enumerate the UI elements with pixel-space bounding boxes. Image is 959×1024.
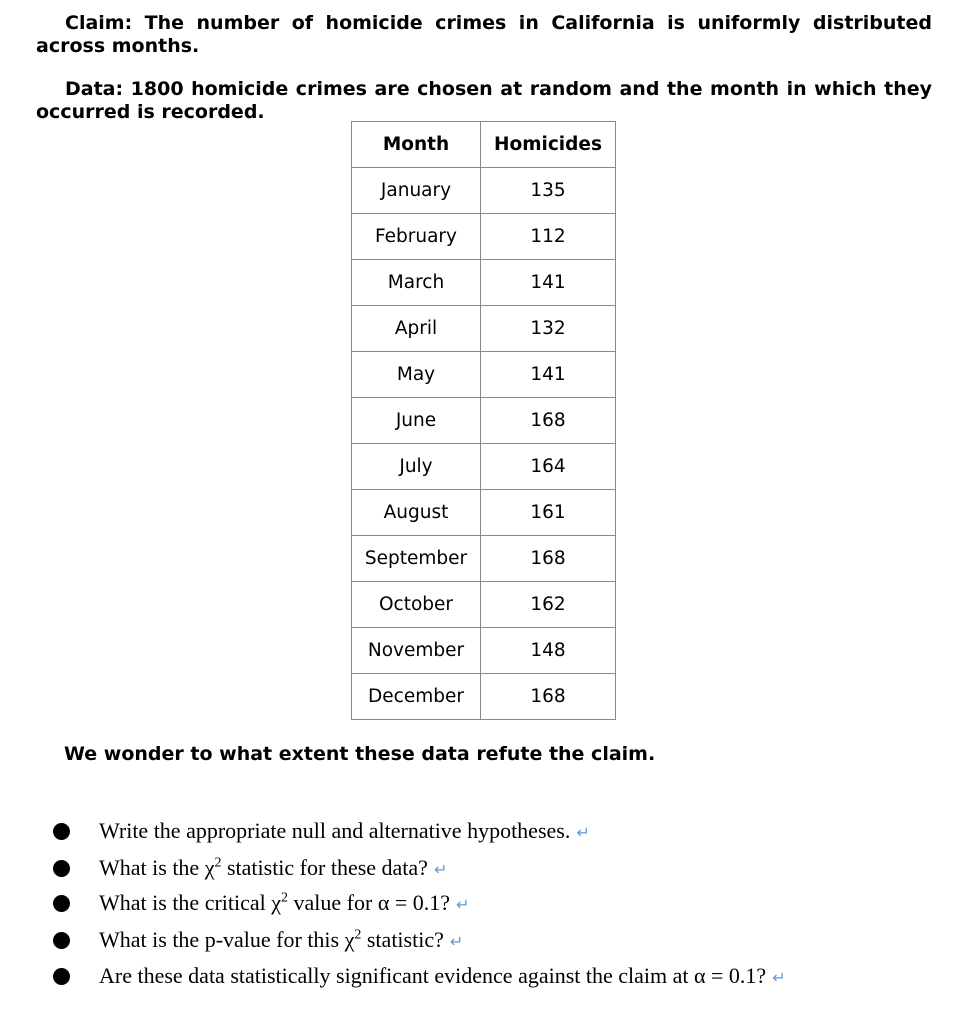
homicides-cell: 141 bbox=[481, 260, 616, 306]
homicides-cell: 161 bbox=[481, 490, 616, 536]
question-text-part: statistic for these data? bbox=[221, 855, 428, 880]
month-cell: September bbox=[352, 536, 481, 582]
month-cell: February bbox=[352, 214, 481, 260]
question-text-part: value for α = 0.1? bbox=[288, 890, 451, 915]
table-row bbox=[352, 674, 616, 720]
table-row bbox=[352, 168, 616, 214]
bullet-icon bbox=[53, 895, 70, 912]
homicides-cell: 135 bbox=[481, 168, 616, 214]
month-cell: November bbox=[352, 628, 481, 674]
month-cell: April bbox=[352, 306, 481, 352]
table-row bbox=[352, 306, 616, 352]
return-arrow-icon: ↵ bbox=[456, 895, 470, 914]
homicides-cell: 168 bbox=[481, 398, 616, 444]
question-text-part: Write the appropriate null and alternative hypotheses. bbox=[99, 818, 571, 843]
table-row bbox=[352, 214, 616, 260]
superscript: 2 bbox=[281, 890, 289, 906]
homicides-cell: 168 bbox=[481, 536, 616, 582]
month-cell: January bbox=[352, 168, 481, 214]
homicides-column-header: Homicides bbox=[481, 122, 616, 168]
return-arrow-icon: ↵ bbox=[772, 968, 786, 987]
question-text-part: What is the p-value for this χ bbox=[99, 927, 355, 952]
homicides-cell: 168 bbox=[481, 674, 616, 720]
question-text bbox=[99, 817, 590, 847]
question-text-part: What is the critical χ bbox=[99, 890, 282, 915]
table-row bbox=[352, 582, 616, 628]
month-cell: December bbox=[352, 674, 481, 720]
question-text bbox=[99, 889, 469, 919]
month-cell: July bbox=[352, 444, 481, 490]
homicides-cell: 141 bbox=[481, 352, 616, 398]
homicides-cell: 112 bbox=[481, 214, 616, 260]
claim-text: Claim: The number of homicide crimes in California is uniformly distributed across months. bbox=[36, 12, 932, 57]
table-row bbox=[352, 628, 616, 674]
question-text bbox=[99, 926, 463, 956]
bullet-icon bbox=[53, 968, 70, 985]
table-header-row bbox=[352, 122, 616, 168]
return-arrow-icon: ↵ bbox=[576, 823, 590, 842]
superscript: 2 bbox=[354, 927, 362, 943]
homicides-cell: 132 bbox=[481, 306, 616, 352]
month-cell: June bbox=[352, 398, 481, 444]
bullet-icon bbox=[53, 932, 70, 949]
question-text bbox=[99, 962, 786, 992]
table-row bbox=[352, 260, 616, 306]
bullet-icon bbox=[53, 860, 70, 877]
question-text bbox=[99, 854, 447, 884]
table-row bbox=[352, 398, 616, 444]
table-row bbox=[352, 444, 616, 490]
homicides-table bbox=[351, 121, 616, 720]
question-text-part: What is the χ bbox=[99, 855, 215, 880]
homicides-cell: 162 bbox=[481, 582, 616, 628]
month-cell: August bbox=[352, 490, 481, 536]
month-cell: October bbox=[352, 582, 481, 628]
bullet-icon bbox=[53, 823, 70, 840]
table-row bbox=[352, 536, 616, 582]
month-cell: March bbox=[352, 260, 481, 306]
return-arrow-icon: ↵ bbox=[433, 860, 448, 879]
table-row bbox=[352, 352, 616, 398]
table-row bbox=[352, 490, 616, 536]
month-cell: May bbox=[352, 352, 481, 398]
data-description-paragraph bbox=[36, 78, 932, 124]
return-arrow-icon: ↵ bbox=[449, 932, 464, 951]
data-description-text: Data: 1800 homicide crimes are chosen at random and the month in which they occurred is recorded. bbox=[36, 78, 932, 123]
claim-paragraph bbox=[36, 12, 932, 58]
homicides-cell: 164 bbox=[481, 444, 616, 490]
superscript: 2 bbox=[214, 855, 222, 871]
homicides-cell: 148 bbox=[481, 628, 616, 674]
wonder-statement: We wonder to what extent these data refute the claim. bbox=[64, 743, 656, 765]
question-text-part: statistic? bbox=[361, 927, 444, 952]
month-column-header: Month bbox=[352, 122, 481, 168]
question-text-part: Are these data statistically significant evidence against the claim at α = 0.1? bbox=[99, 963, 767, 988]
